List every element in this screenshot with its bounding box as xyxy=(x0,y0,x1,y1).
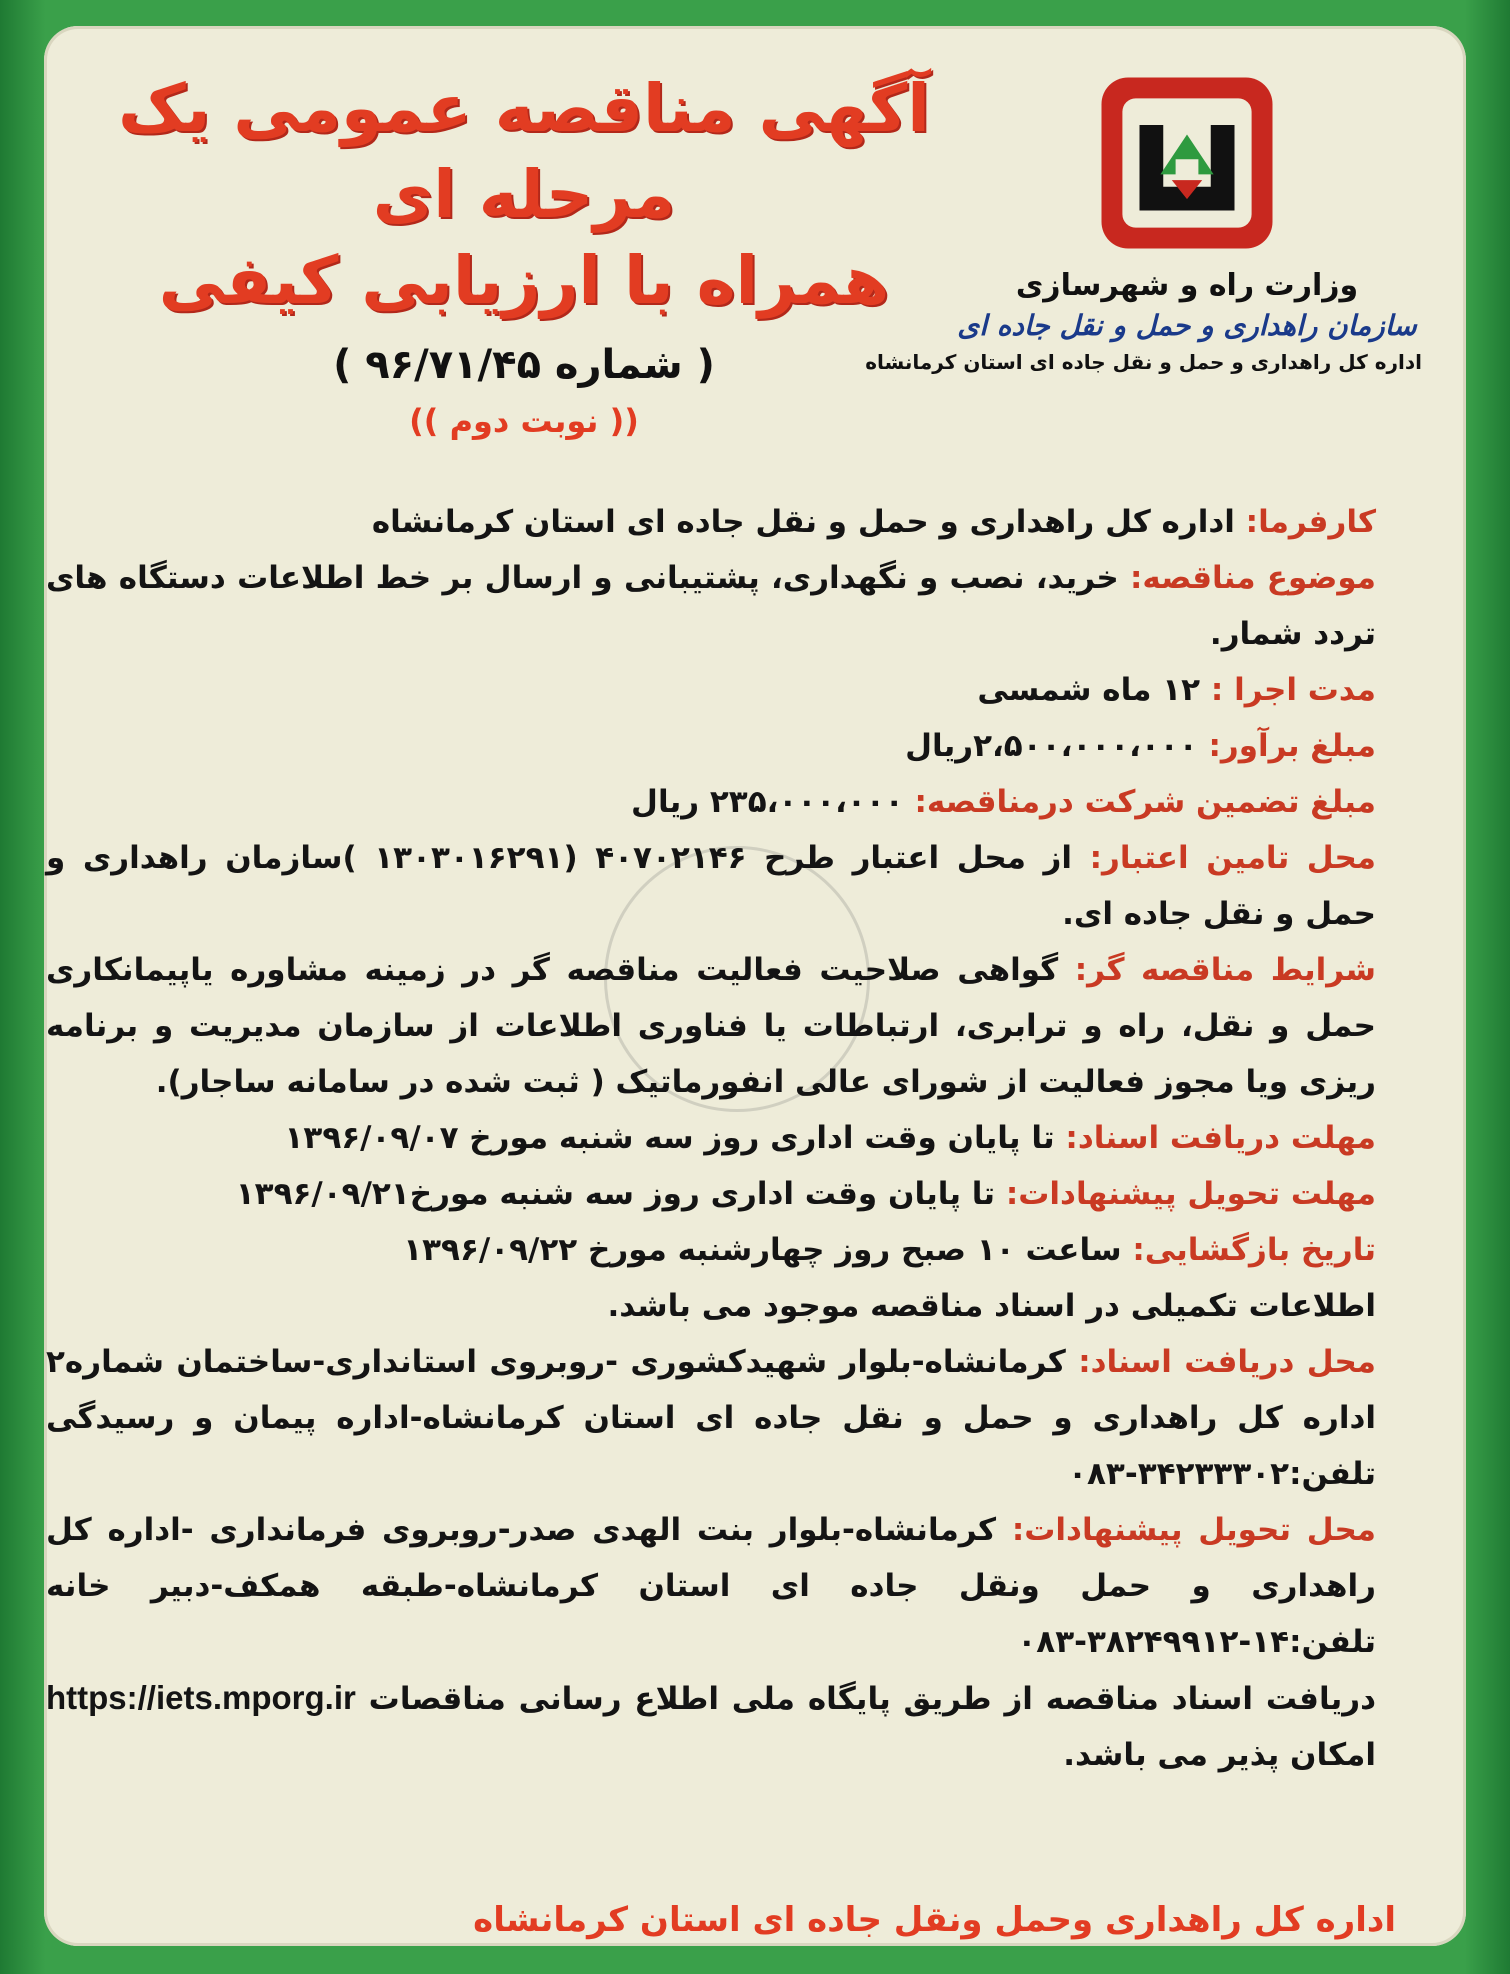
portal-row xyxy=(46,1670,1376,1783)
notice-title-line-2: همراه با ارزیابی کیفی xyxy=(158,242,890,319)
notice-title-line-1: آگهی مناقصه عمومی یک مرحله ای xyxy=(118,70,930,233)
docs-place-value: کرمانشاه-بلوار شهیدکشوری -روبروی استانداری-ساختمان شماره۲ اداره کل راهداری و حمل و نقل جاده ای استان کرمانشاه-اداره پیمان و رسیدگی تلفن:۳۴۲۳۳۳۰۲-۰۸۳ xyxy=(46,1344,1376,1492)
footer-department: اداره کل راهداری وحمل ونقل جاده ای استان کرمانشاه xyxy=(473,1900,1396,1940)
estimate-label: مبلغ برآور: xyxy=(1208,728,1376,764)
docs-place-row xyxy=(46,1334,1376,1502)
duration-label: مدت اجرا : xyxy=(1210,672,1376,708)
conditions-value: گواهی صلاحیت فعالیت مناقصه گر در زمینه مشاوره یاپیمانکاری حمل و نقل، راه و ترابری، ارتباطات یا فناوری اطلاعات از سازمان مدیریت و برنامه ریزی ویا مجوز فعالیت از شورای عالی انفورماتیک ( ثبت شده در سامانه ساجار). xyxy=(46,952,1376,1100)
guarantee-row xyxy=(46,774,1376,830)
funding-row xyxy=(46,830,1376,942)
portal-text-start: دریافت اسناد مناقصه از طریق پایگاه ملی اطلاع رسانی مناقصات xyxy=(355,1681,1376,1717)
estimate-value: ۲،۵۰۰،۰۰۰،۰۰۰ریال xyxy=(905,728,1209,764)
subject-label: موضوع مناقصه: xyxy=(1130,560,1376,596)
funding-value: از محل اعتبار طرح ۴۰۷۰۲۱۴۶ (۱۳۰۳۰۱۶۲۹۱ )سازمان راهداری و حمل و نقل جاده ای. xyxy=(46,840,1376,932)
extra-info-row: اطلاعات تکمیلی در اسناد مناقصه موجود می باشد. xyxy=(607,1288,1376,1324)
funding-label: محل تامین اعتبار: xyxy=(1089,840,1377,876)
notice-header xyxy=(44,26,1466,476)
docs-deadline-value: تا پایان وقت اداری روز سه شنبه مورخ ۱۳۹۶/۰۹/۰۷ xyxy=(284,1120,1066,1156)
opening-label: تاریخ بازگشایی: xyxy=(1132,1232,1376,1268)
employer-value: اداره کل راهداری و حمل و نقل جاده ای استان کرمانشاه xyxy=(371,504,1246,540)
road-organization-logo-icon xyxy=(1092,68,1282,258)
opening-row xyxy=(46,1222,1376,1278)
tender-notice xyxy=(44,26,1466,1946)
tender-number: ( شماره ۹۶/۷۱/۴۵ ) xyxy=(333,342,715,388)
employer-row xyxy=(46,494,1376,550)
portal-url-link[interactable]: https://iets.mporg.ir xyxy=(46,1679,356,1716)
guarantee-label: مبلغ تضمین شرکت درمناقصه: xyxy=(914,784,1376,820)
organization-name: سازمان راهداری و حمل و نقل جاده ای xyxy=(957,309,1417,342)
bids-deadline-row xyxy=(46,1166,1376,1222)
duration-value: ۱۲ ماه شمسی xyxy=(977,672,1211,708)
conditions-label: شرایط مناقصه گر: xyxy=(1074,952,1377,988)
guarantee-value: ۲۳۵،۰۰۰،۰۰۰ ریال xyxy=(631,784,915,820)
bids-place-label: محل تحویل پیشنهادات: xyxy=(1011,1512,1376,1548)
conditions-row xyxy=(46,942,1376,1110)
subject-value: خرید، نصب و نگهداری، پشتیبانی و ارسال بر خط اطلاعات دستگاه های تردد شمار. xyxy=(46,560,1376,652)
publication-round: (( نوبت دوم )) xyxy=(409,402,639,440)
portal-text-end: امکان پذیر می باشد. xyxy=(1063,1737,1376,1773)
department-name: اداره کل راهداری و حمل و نقل جاده ای استان کرمانشاه xyxy=(865,350,1422,374)
opening-value: ساعت ۱۰ صبح روز چهارشنبه مورخ ۱۳۹۶/۰۹/۲۲ xyxy=(403,1232,1133,1268)
docs-place-label: محل دریافت اسناد: xyxy=(1078,1344,1376,1380)
employer-label: کارفرما: xyxy=(1245,504,1376,540)
title-block xyxy=(84,66,964,440)
duration-row xyxy=(46,662,1376,718)
docs-deadline-row xyxy=(46,1110,1376,1166)
bids-deadline-value: تا پایان وقت اداری روز سه شنبه مورخ۱۳۹۶/۰۹/۲۱ xyxy=(235,1176,1006,1212)
bids-place-row xyxy=(46,1502,1376,1670)
subject-row xyxy=(46,550,1376,662)
notice-body xyxy=(46,494,1376,1783)
ministry-name: وزارت راه و شهرسازی xyxy=(1015,268,1359,303)
bids-deadline-label: مهلت تحویل پیشنهادات: xyxy=(1005,1176,1376,1212)
organization-branding xyxy=(865,68,1422,374)
estimate-row xyxy=(46,718,1376,774)
bids-place-value: کرمانشاه-بلوار بنت الهدی صدر-روبروی فرمانداری -اداره کل راهداری و حمل ونقل جاده ای استان کرمانشاه-طبقه همکف-دبیر خانه تلفن:۱۴-۳۸۲۴۹۹۱۲-۰۸۳ xyxy=(46,1512,1376,1660)
docs-deadline-label: مهلت دریافت اسناد: xyxy=(1065,1120,1376,1156)
